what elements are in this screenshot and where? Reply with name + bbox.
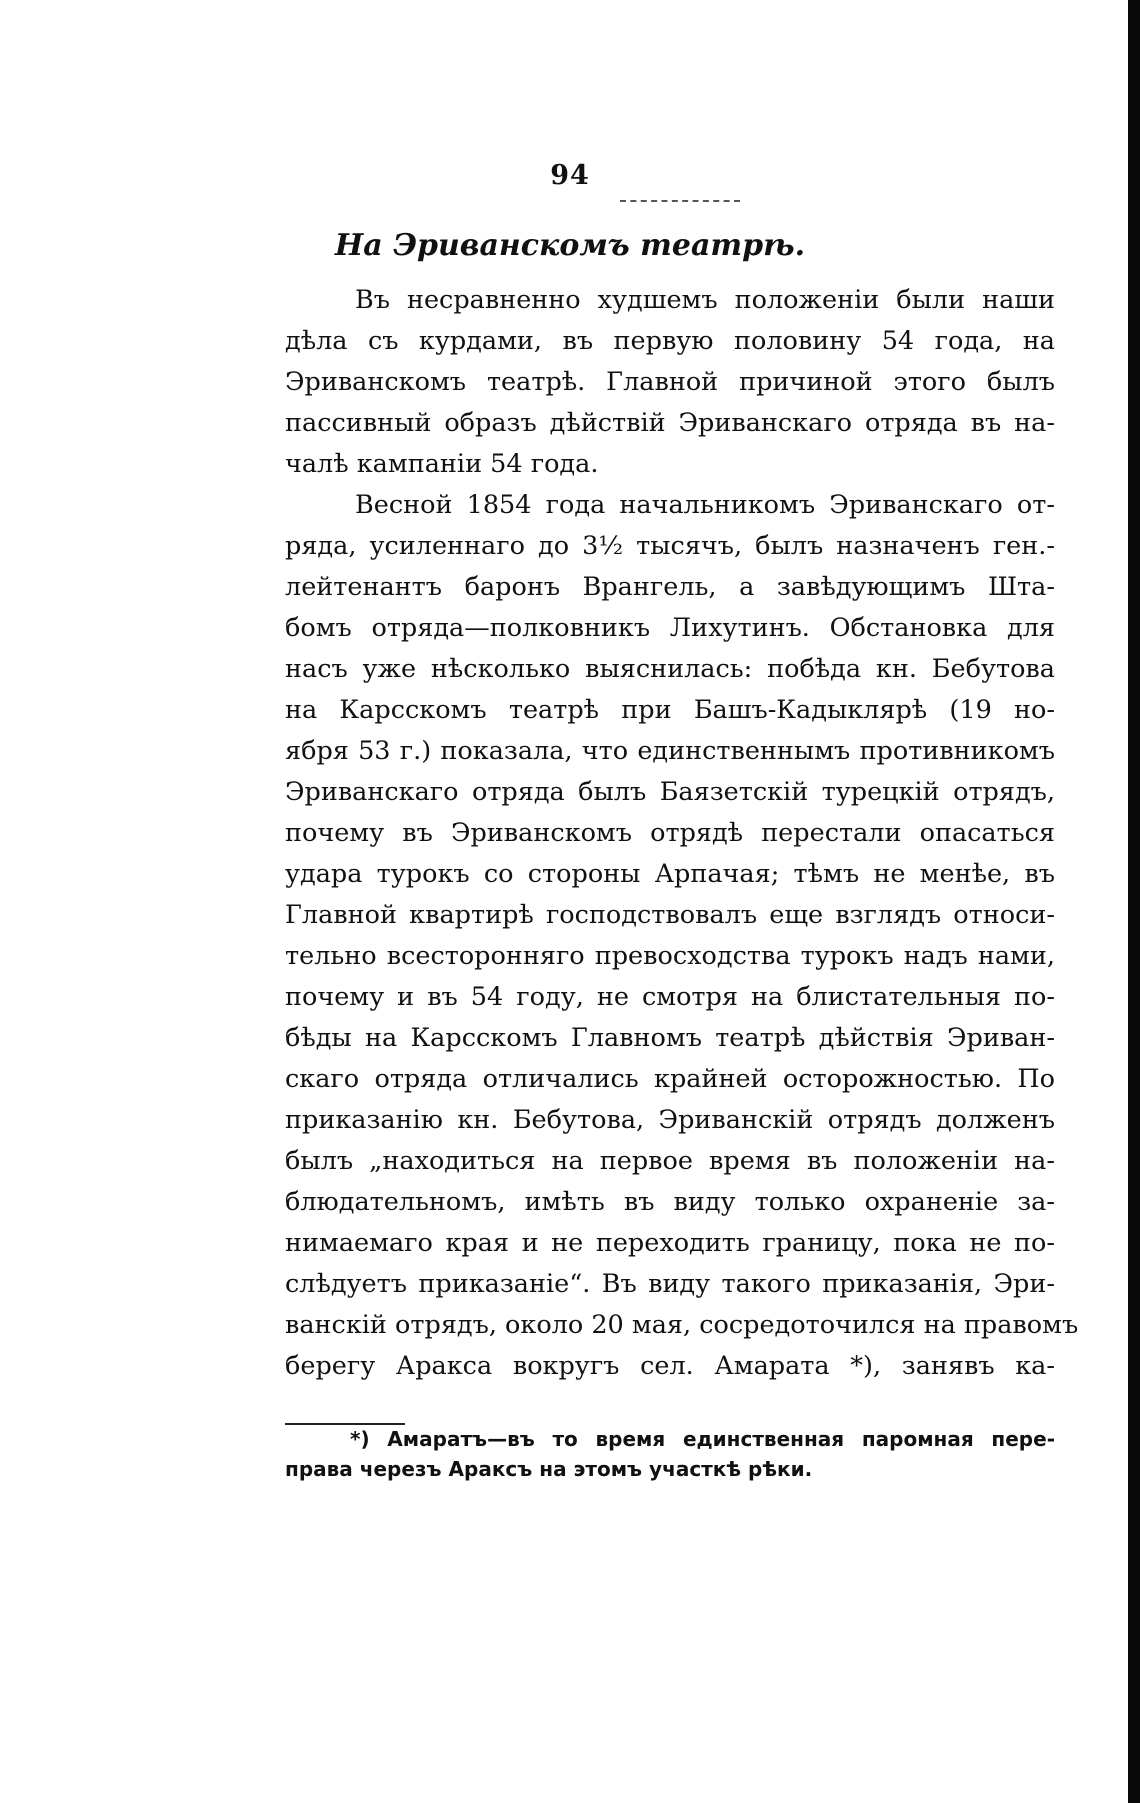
text-line: нимаемаго края и не переходить границу, пока не по- xyxy=(285,1228,1055,1258)
text-line: ванскій отрядъ, около 20 мая, сосредоточился на правомъ xyxy=(285,1310,1079,1340)
page-number: 94 xyxy=(550,160,590,191)
text-line: насъ уже нѣсколько выяснилась: побѣда кн. Бебутова xyxy=(285,654,1055,684)
footnote-line: *) Амаратъ—въ то время единственная паромная пере- xyxy=(350,1427,1055,1451)
text-line: блюдательномъ, имѣть въ виду только охраненіе за- xyxy=(285,1187,1055,1217)
text-line: Въ несравненно худшемъ положеніи были наши xyxy=(355,285,1055,315)
page-edge-border xyxy=(1128,0,1140,1803)
text-line: удара турокъ со стороны Арпачая; тѣмъ не менѣе, въ xyxy=(285,859,1055,889)
text-line: Эриванскомъ театрѣ. Главной причиной этого былъ xyxy=(285,367,1055,397)
page-number-ornament xyxy=(620,200,740,202)
text-line: Главной квартирѣ господствовалъ еще взглядъ относи- xyxy=(285,900,1055,930)
footnote-line: права черезъ Араксъ на этомъ участкѣ рѣки. xyxy=(285,1457,813,1481)
text-line: ряда, усиленнаго до 3½ тысячъ, былъ назначенъ ген.- xyxy=(285,531,1055,561)
text-line: тельно всесторонняго превосходства турокъ надъ нами, xyxy=(285,941,1055,971)
text-line: почему и въ 54 году, не смотря на блистательныя по- xyxy=(285,982,1055,1012)
text-line: бомъ отряда—полковникъ Лихутинъ. Обстановка для xyxy=(285,613,1055,643)
text-line: лейтенантъ баронъ Врангель, а завѣдующимъ Шта- xyxy=(285,572,1055,602)
text-line: слѣдуетъ приказаніе“. Въ виду такого приказанія, Эри- xyxy=(285,1269,1055,1299)
text-line: на Карсскомъ театрѣ при Башъ-Кадыклярѣ (19 но- xyxy=(285,695,1055,725)
text-line: Весной 1854 года начальникомъ Эриванскаго от- xyxy=(355,490,1055,520)
text-line: приказанію кн. Бебутова, Эриванскій отрядъ долженъ xyxy=(285,1105,1055,1135)
footnote xyxy=(285,1424,1055,1484)
section-heading: На Эриванскомъ театрѣ. xyxy=(334,228,806,263)
text-line: ября 53 г.) показала, что единственнымъ противникомъ xyxy=(285,736,1055,766)
text-line: былъ „находиться на первое время въ положеніи на- xyxy=(285,1146,1055,1176)
text-line: скаго отряда отличались крайней осторожностью. По xyxy=(285,1064,1055,1094)
body-text xyxy=(285,280,1079,1387)
text-line: дѣла съ курдами, въ первую половину 54 года, на xyxy=(285,326,1055,356)
text-line: берегу Аракса вокругъ сел. Амарата *), занявъ ка- xyxy=(285,1351,1055,1381)
text-line: Эриванскаго отряда былъ Баязетскій турецкій отрядъ, xyxy=(285,777,1055,807)
text-line: почему въ Эриванскомъ отрядѣ перестали опасаться xyxy=(285,818,1055,848)
text-line: пассивный образъ дѣйствій Эриванскаго отряда въ на- xyxy=(285,408,1055,438)
text-line: чалѣ кампаніи 54 года. xyxy=(285,449,599,479)
text-line: бѣды на Карсскомъ Главномъ театрѣ дѣйствія Эриван- xyxy=(285,1023,1055,1053)
